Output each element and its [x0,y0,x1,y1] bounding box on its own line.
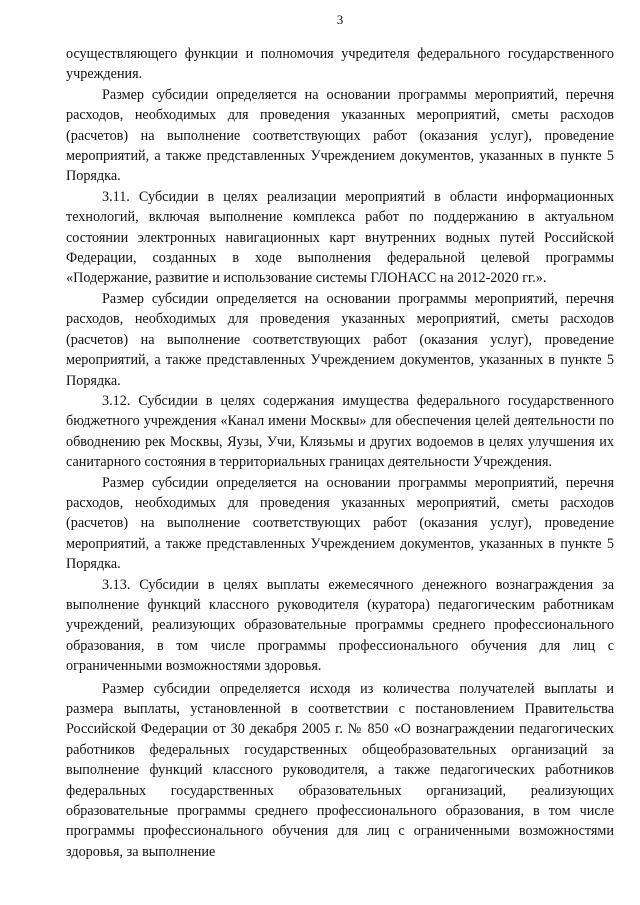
paragraph-subsidy-size-2: Размер субсидии определяется на основании программы мероприятий, перечня расходов, необходимых для проведения указанных мероприятий, сметы расходов (расчетов) на выполнение соответствующих работ (оказания услуг), проведение мероприятий, а также представленных Учреждением документов, указанных в пункте 5 Порядка. [66,290,614,389]
paragraph-subsidy-size-4: Размер субсидии определяется исходя из количества получателей выплаты и размера выплаты, установленной в соответствии с постановлением Правительства Российской Федерации от 30 декабря 2005 г. № 850 «О вознаграждении педагогических работников федеральных государственных общеобразовательных организаций за выполнение функций классного руководителя, а также педагогических работников федеральных государственных образовательных организаций, реализующих образовательные программы среднего профессионального образования, в том числе программы профессионального обучения для лиц с ограниченными возможностями здоровья, за выполнение [66,680,614,860]
paragraph-subsidy-size-1: Размер субсидии определяется на основании программы мероприятий, перечня расходов, необходимых для проведения указанных мероприятий, сметы расходов (расчетов) на выполнение соответствующих работ (оказания услуг), проведение мероприятий, а также представленных Учреждением документов, указанных в пункте 5 Порядка. [66,86,614,185]
paragraph-3-13: 3.13. Субсидии в целях выплаты ежемесячного денежного вознаграждения за выполнение функций классного руководителя (куратора) педагогическим работникам учреждений, реализующих образовательные программы среднего профессионального образования, в том числе программы профессионального обучения для лиц с ограниченными возможностями здоровья. [66,576,614,675]
paragraph-3-11: 3.11. Субсидии в целях реализации мероприятий в области информационных технологий, включая выполнение комплекса работ по поддержанию в актуальном состоянии электронных навигационных карт внутренних водных путей Российской Федерации, созданных в ходе выполнения федеральной целевой программы «Подержание, развитие и использование системы ГЛОНАСС на 2012-2020 гг.». [66,188,614,287]
page-number: 3 [336,12,344,27]
paragraph-subsidy-size-3: Размер субсидии определяется на основании программы мероприятий, перечня расходов, необходимых для проведения указанных мероприятий, сметы расходов (расчетов) на выполнение соответствующих работ (оказания услуг), проведение мероприятий, а также представленных Учреждением документов, указанных в пункте 5 Порядка. [66,474,614,573]
paragraph-continuation: осуществляющего функции и полномочия учредителя федерального государственного учреждения. [66,46,614,83]
paragraph-3-12: 3.12. Субсидии в целях содержания имущества федерального государственного бюджетного учреждения «Канал имени Москвы» для обеспечения целей деятельности по обводнению рек Москвы, Яузы, Учи, Клязьмы и других водоемов в целях улучшения их санитарного состояния в территориальных границах деятельности Учреждения. [66,392,614,471]
